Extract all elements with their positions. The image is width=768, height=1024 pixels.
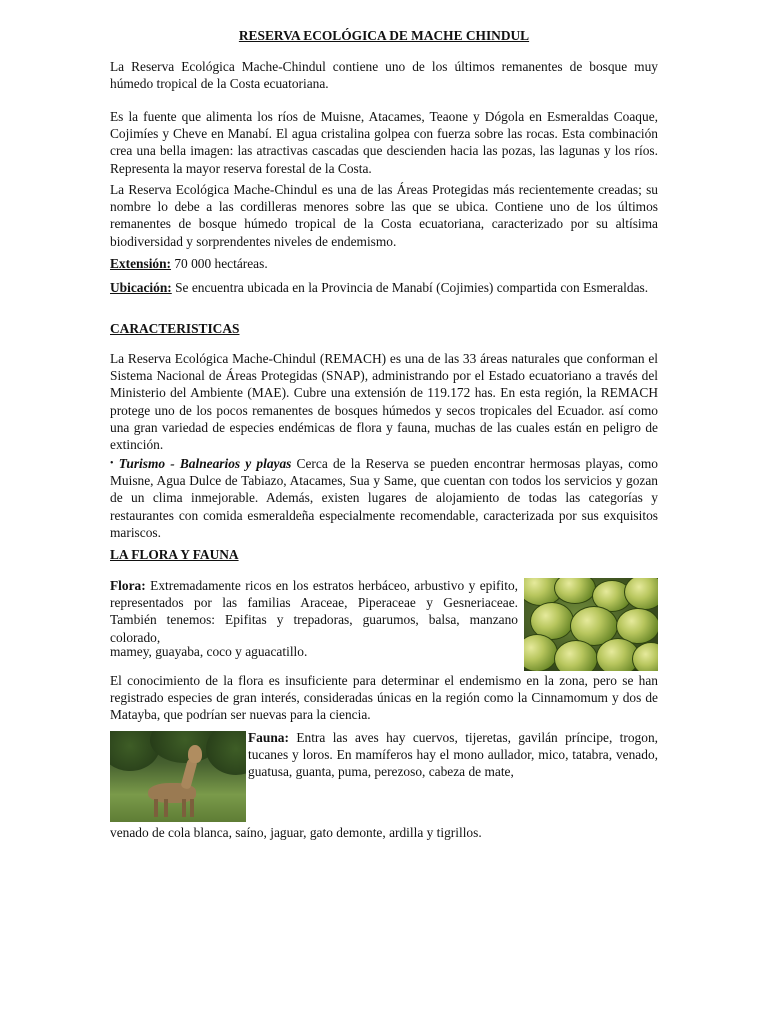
fauna-label: Fauna: bbox=[248, 730, 289, 745]
source-paragraph: Es la fuente que alimenta los ríos de Muisne, Atacames, Teaone y Dógola en Esmeraldas Coaque, Cojimíes y Cheve en Manabí. El agua cristalina golpea con fuerza sobre las rocas. Esta combinación crea una bella imagen: las atractivas cascadas que descienden hacia las pozas, las lagunas y los ríos. Representa la mayor reserva forestal de la Costa. bbox=[110, 109, 658, 176]
fauna-paragraph bbox=[248, 729, 658, 781]
intro-paragraph: La Reserva Ecológica Mache-Chindul contiene uno de los últimos remanentes de bosque muy húmedo tropical de la Costa ecuatoriana. bbox=[110, 59, 658, 92]
flora-label: Flora: bbox=[110, 578, 146, 593]
flora-image bbox=[524, 578, 658, 671]
turismo-label: Turismo - Balnearios y playas bbox=[118, 456, 292, 471]
flora-paragraph bbox=[110, 577, 518, 646]
fauna-paragraph-end: venado de cola blanca, saíno, jaguar, gato demonte, ardilla y tigrillos. bbox=[110, 825, 482, 840]
bullet: • bbox=[110, 458, 114, 469]
flora-fauna-heading: LA FLORA Y FAUNA bbox=[110, 547, 239, 562]
fauna-body: Entra las aves hay cuervos, tijeretas, gavilán príncipe, trogon, tucanes y loros. En mamíferos hay el mono aullador, mico, tatabra, venado, guatusa, guanta, puma, perezoso, cabeza de mate, bbox=[248, 730, 658, 780]
ubicacion-value: Se encuentra ubicada en la Provincia de Manabí (Cojimies) compartida con Esmeraldas. bbox=[171, 280, 649, 295]
extension-value: 70 000 hectáreas. bbox=[171, 256, 268, 271]
recent-paragraph: La Reserva Ecológica Mache-Chindul es una de las Áreas Protegidas más recientemente creadas; su nombre lo debe a las cordilleras menores sobre las que se ubica. Contiene uno de los últimos remanentes de bosque húmedo tropical de la Costa ecuatoriana, caracterizado por su altísima biodiversidad y sorprendentes niveles de endemismo. bbox=[110, 182, 658, 249]
caracteristicas-heading: CARACTERISTICAS bbox=[110, 321, 240, 336]
page-title: RESERVA ECOLÓGICA DE MACHE CHINDUL bbox=[238, 28, 530, 43]
turismo-body: Cerca de la Reserva se pueden encontrar hermosas playas, como Muisne, Agua Dulce de Tabiazo, Atacames, Sua y Same, que cuentan con todos los servicios y gozan de un clima inmejorable. Además, existen lugares de alojamiento de todas las categorías y restaurantes con comida esmeraldeña especialmente recomendable, caracterizada por sus exquisitos mariscos. bbox=[110, 456, 658, 540]
endemismo-paragraph: El conocimiento de la flora es insuficiente para determinar el endemismo en la zona, pero se han registrado especies de gran interés, consideradas únicas en la región como la Cinnamomum y dos de Matayba, que podrían ser nuevas para la ciencia. bbox=[110, 673, 658, 723]
turismo-paragraph bbox=[110, 455, 658, 541]
ubicacion-line bbox=[110, 279, 658, 296]
extension-label: Extensión: bbox=[110, 256, 172, 271]
caracteristicas-paragraph: La Reserva Ecológica Mache-Chindul (REMACH) es una de las 33 áreas naturales que conforman el Sistema Nacional de Áreas Protegidas (SNAP), administrando por el Estado ecuatoriano a través del Ministerio del Ambiente (MAE). Cubre una extensión de 119.172 has. En esta región, la REMACH protege uno de los pocos remanentes de bosques húmedos y secos tropicales del Ecuador. así como una gran variedad de especies endémicas de flora y fauna, muchas de las cuales están en peligro de extinción. bbox=[110, 351, 658, 453]
flora-body: Extremadamente ricos en los estratos herbáceo, arbustivo y epifito, representados por las familias Araceae, Piperaceae y Gesneriaceae. También tenemos: Epifitas y trepadoras, guarumos, balsa, manzano colorado, bbox=[110, 578, 518, 645]
ubicacion-label: Ubicación: bbox=[110, 280, 172, 295]
deer-image bbox=[110, 731, 246, 822]
extension-line bbox=[110, 255, 658, 272]
flora-paragraph-end: mamey, guayaba, coco y aguacatillo. bbox=[110, 644, 308, 659]
